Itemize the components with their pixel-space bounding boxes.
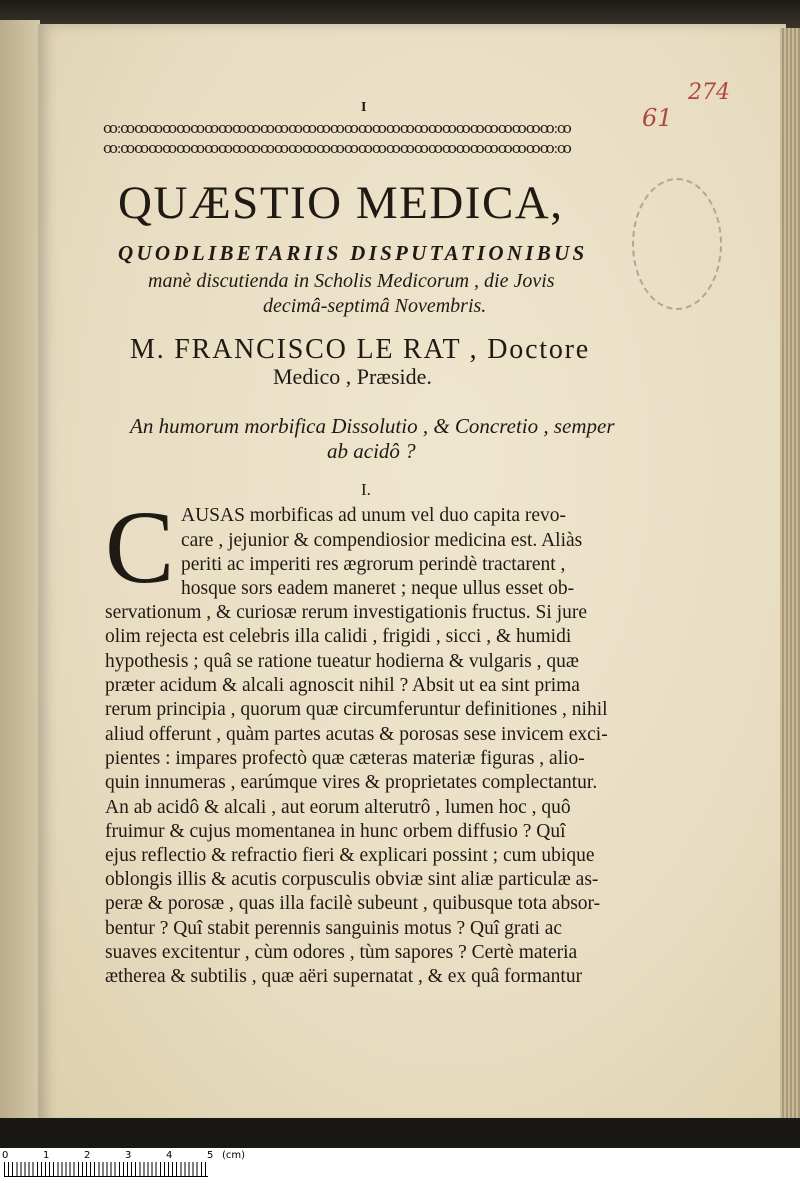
section-number: I. (361, 480, 371, 499)
page-stack-edge (780, 28, 800, 1120)
body-line: ejus reflectio & refractio fieri & explicari possint ; cum ubique (105, 845, 595, 866)
library-stamp (632, 178, 722, 310)
ruler-label: 3 (125, 1150, 132, 1161)
ruler-ticks (4, 1162, 208, 1177)
body-line: servationum , & curiosæ rerum investigationis fructus. Si jure (105, 602, 588, 623)
ruler-labels (0, 1150, 260, 1162)
page-title: QUÆSTIO MEDICA, (118, 177, 564, 229)
ornament-band-bottom: ꝏ:ꝏꝏꝏꝏꝏꝏꝏꝏꝏꝏꝏꝏꝏꝏꝏꝏꝏꝏꝏꝏꝏꝏꝏꝏꝏꝏꝏꝏꝏꝏꝏ:ꝏ (103, 142, 571, 157)
body-line: oblongis illis & acutis corpusculis obviæ sint aliæ particulæ as- (105, 869, 599, 890)
body-line: suaves excitentur , cùm odores , tùm sapores ? Certè materia (105, 942, 578, 963)
ruler-label: 1 (43, 1150, 50, 1161)
left-page-edge (0, 20, 40, 1120)
body-line: rerum principia , quorum quæ circumferuntur definitiones , nihil (105, 699, 608, 720)
subtitle: QUODLIBETARIIS DISPUTATIONIBUS (118, 241, 588, 265)
manuscript-number: 274 (688, 80, 730, 105)
body-line: care , jejunior & compendiosior medicina est. Aliàs (181, 530, 583, 551)
body-line: pientes : impares profectò quæ cæteras materiæ figuras , alio- (105, 748, 585, 769)
body-line: quin innumeras , earúmque vires & proprietates complectantur. (105, 772, 598, 793)
question-line-2: ab acidô ? (327, 439, 416, 463)
subtitle-line-3: decimâ-septimâ Novembris. (263, 295, 487, 317)
body-line: præter acidum & alcali agnoscit nihil ? Absit ut ea sint prima (105, 675, 580, 696)
ruler-label: 2 (84, 1150, 91, 1161)
presider-line-2: Medico , Præside. (273, 364, 432, 389)
body-line: ætherea & subtilis , quæ aëri supernatat , & ex quâ formantur (105, 966, 583, 987)
ruler-label: 0 (2, 1150, 9, 1161)
body-line: aliud offerunt , quàm partes acutas & porosas sese invicem exci- (105, 724, 608, 745)
bottom-shadow (0, 1118, 800, 1150)
page-number: I (361, 100, 367, 115)
body-line: AUSAS morbificas ad unum vel duo capita revo- (181, 505, 567, 526)
presider-line-1: M. FRANCISCO LE RAT , Doctore (130, 334, 591, 365)
question-line-1: An humorum morbifica Dissolutio , & Concretio , semper (130, 414, 615, 438)
scale-ruler (0, 1148, 800, 1183)
body-line: bentur ? Quî stabit perennis sanguinis motus ? Quî grati ac (105, 918, 563, 939)
ruler-unit-label: (cm) (222, 1150, 246, 1161)
drop-cap: C (105, 490, 175, 605)
body-line: hosque sors eadem maneret ; neque ullus esset ob- (181, 578, 575, 599)
body-line: hypothesis ; quâ se ratione tueatur hodierna & vulgaris , quæ (105, 651, 579, 672)
body-line: olim rejecta est celebris illa calidi , frigidi , sicci , & humidi (105, 626, 572, 647)
body-line: fruimur & cujus momentanea in hunc orbem diffusio ? Quî (105, 821, 566, 842)
ruler-label: 4 (166, 1150, 173, 1161)
body-line: peræ & porosæ , quas illa facilè subeunt , quibusque tota absor- (105, 893, 601, 914)
folio-number: 61 (642, 104, 673, 132)
body-line: An ab acidô & alcali , aut eorum alterutrô , lumen hoc , quô (105, 797, 571, 818)
subtitle-line-2: manè discutienda in Scholis Medicorum , die Jovis (148, 270, 555, 292)
ornament-band-top: ꝏ:ꝏꝏꝏꝏꝏꝏꝏꝏꝏꝏꝏꝏꝏꝏꝏꝏꝏꝏꝏꝏꝏꝏꝏꝏꝏꝏꝏꝏꝏꝏꝏ:ꝏ (103, 122, 571, 137)
body-line: periti ac imperiti res ægrorum perindè tractarent , (181, 554, 566, 575)
ruler-label: 5 (207, 1150, 214, 1161)
